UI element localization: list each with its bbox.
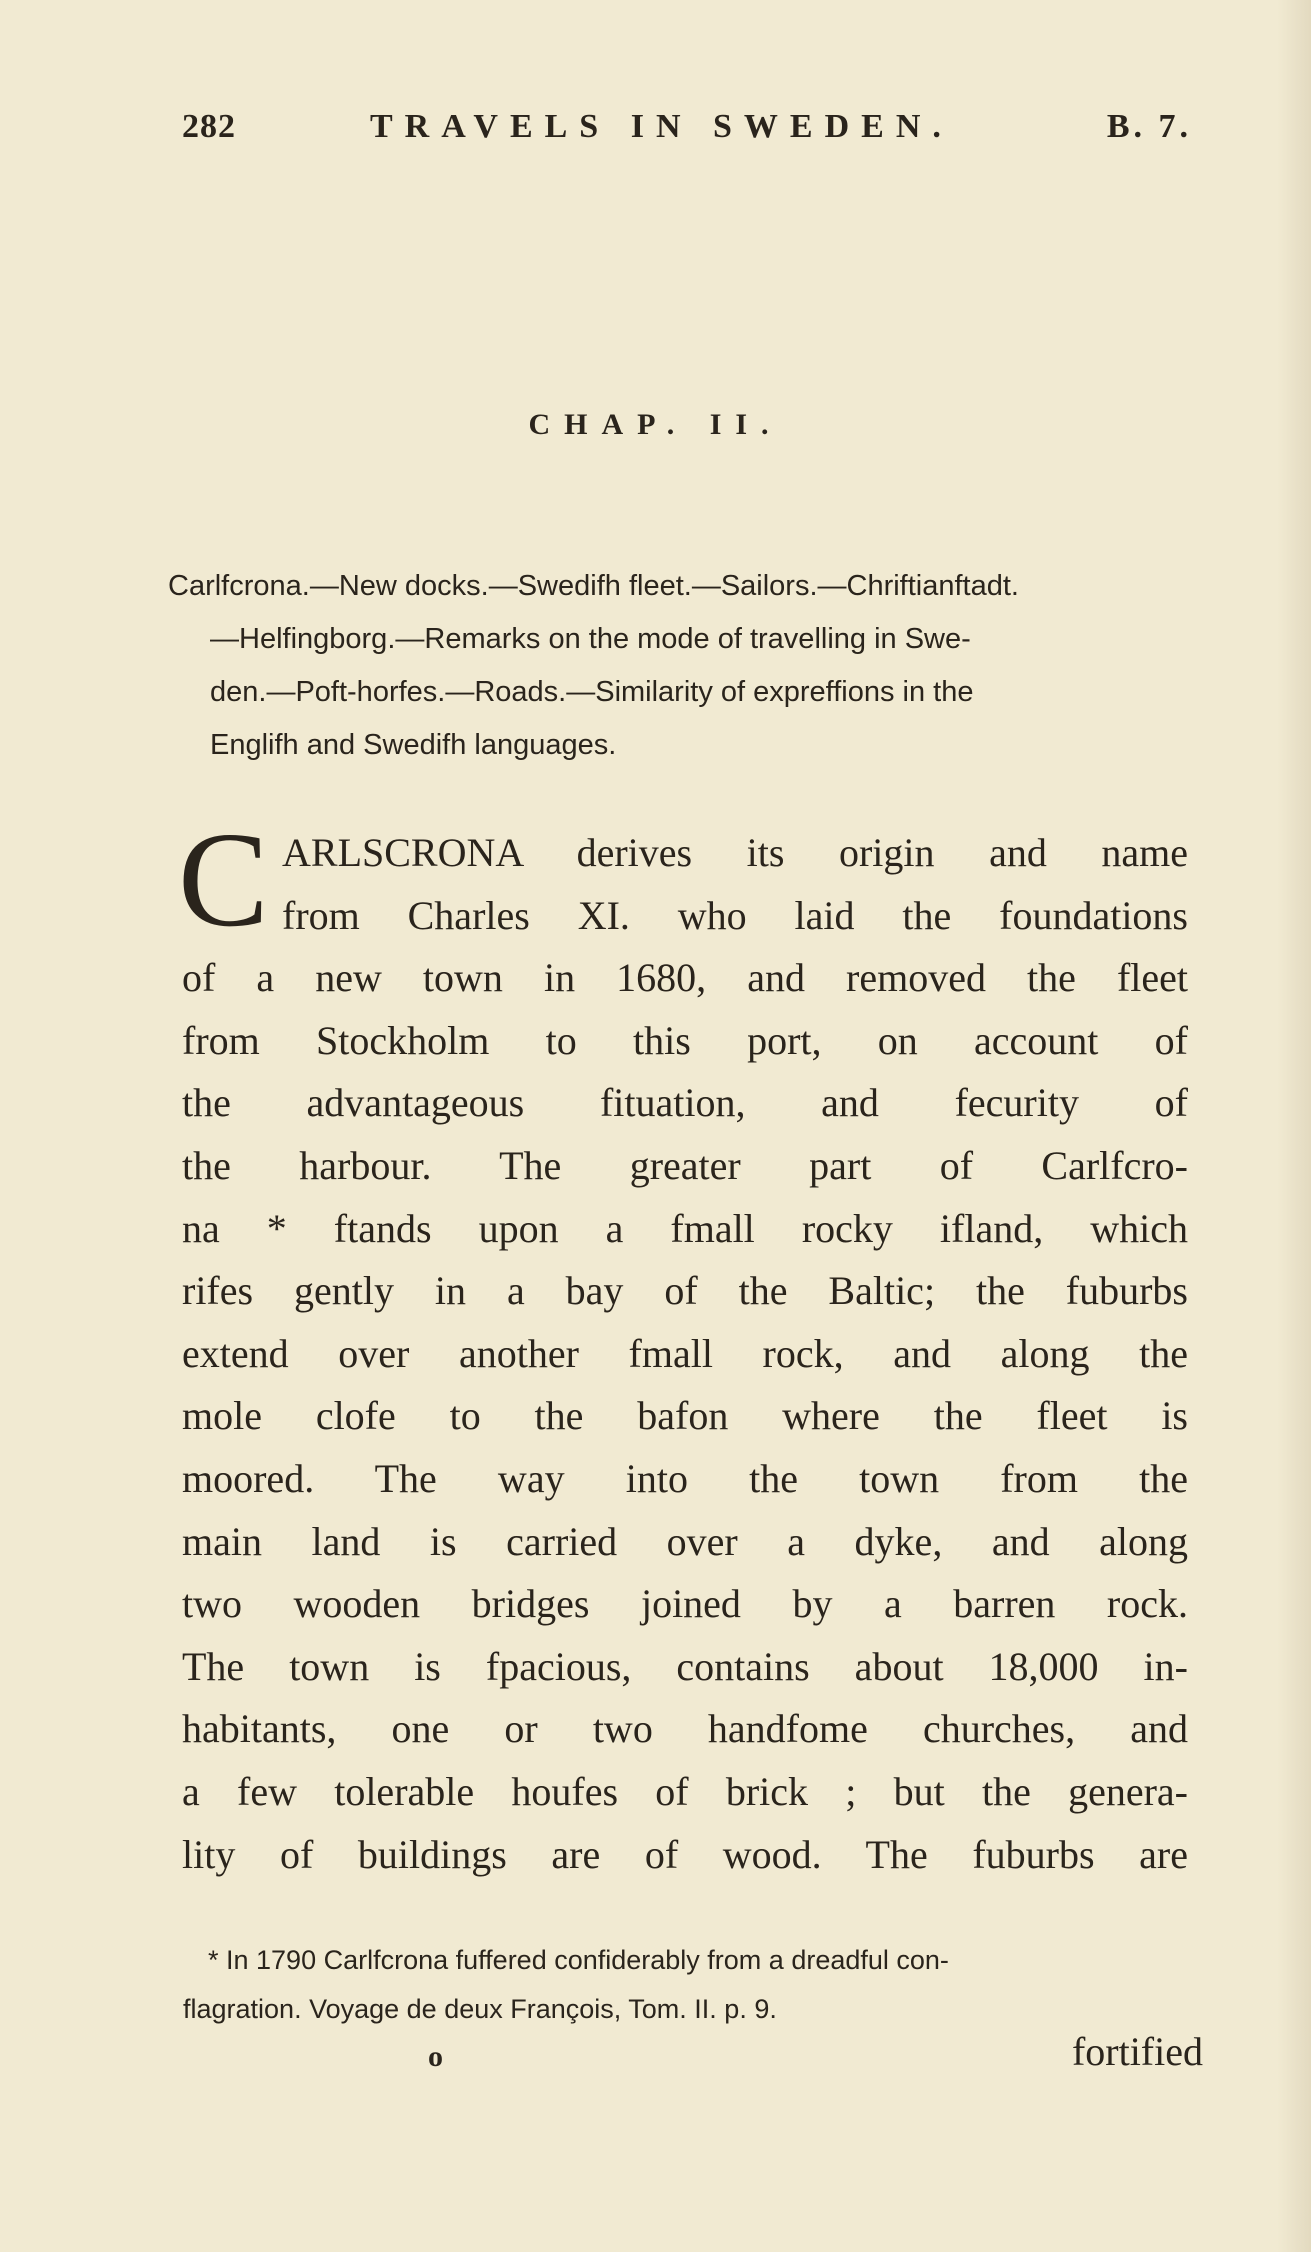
body-line: extend over another fmall rock, and along the	[182, 1330, 1188, 1376]
page-number: 282	[182, 108, 236, 145]
body-line: ARLSCRONA derives its origin and name	[282, 830, 1188, 875]
argument-line: Englifh and Swedifh languages.	[210, 729, 617, 761]
body-line: the advantageous fituation, and fecurity of	[182, 1080, 1188, 1126]
argument-line: den.—Poft-horfes.—Roads.—Similarity of expreffions in the	[210, 676, 974, 708]
argument-line: —Helfingborg.—Remarks on the mode of travelling in Swe-	[210, 623, 971, 655]
body-line: moored. The way into the town from the	[182, 1455, 1188, 1501]
running-header	[182, 108, 1192, 158]
page-gutter-shadow	[1277, 0, 1311, 2252]
footnote-line: * In 1790 Carlfcrona fuffered confiderably from a dreadful con-	[208, 1945, 949, 1975]
running-title: TRAVELS IN SWEDEN.	[370, 108, 953, 145]
body-line: habitants, one or two handfome churches, and	[182, 1706, 1188, 1752]
chapter-heading: CHAP. II.	[528, 408, 783, 441]
chapter-argument	[168, 560, 1183, 772]
body-line: of a new town in 1680, and removed the fleet	[182, 955, 1188, 1001]
book-marker: B. 7.	[1106, 108, 1192, 145]
argument-line: Carlfcrona.—New docks.—Swedifh fleet.—Sailors.—Chriftianftadt.	[168, 570, 1019, 602]
body-line: The town is fpacious, contains about 18,000 in-	[182, 1643, 1188, 1689]
drop-cap: C	[178, 805, 269, 955]
body-line: from Stockholm to this port, on account of	[182, 1017, 1188, 1063]
body-line: na * ftands upon a fmall rocky ifland, which	[182, 1205, 1188, 1251]
body-line: the harbour. The greater part of Carlfcro-	[182, 1142, 1188, 1188]
body-line: mole clofe to the bafon where the fleet is	[182, 1393, 1188, 1439]
signature-mark: o	[428, 2040, 443, 2073]
footnote-line: flagration. Voyage de deux François, Tom. II. p. 9.	[183, 1994, 777, 2024]
footnote	[183, 1936, 1188, 2034]
body-line: from Charles XI. who laid the foundations	[282, 892, 1188, 938]
body-text	[178, 805, 1188, 1886]
body-line: lity of buildings are of wood. The fuburbs are	[182, 1831, 1188, 1877]
body-line: main land is carried over a dyke, and along	[182, 1518, 1188, 1564]
body-line: a few tolerable houfes of brick ; but the genera-	[182, 1768, 1188, 1814]
body-line: two wooden bridges joined by a barren rock.	[182, 1581, 1188, 1627]
catchword: fortified	[1071, 2029, 1203, 2074]
body-line: rifes gently in a bay of the Baltic; the fuburbs	[182, 1268, 1188, 1314]
